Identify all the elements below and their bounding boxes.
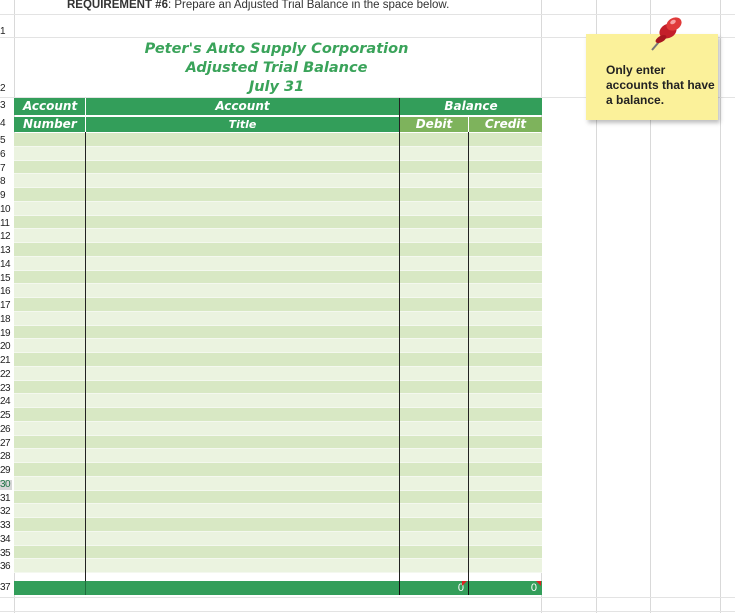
- gridline-row: [0, 611, 735, 612]
- header-account-number-top: [14, 98, 85, 115]
- table-row[interactable]: [14, 546, 542, 560]
- total-divider: [85, 581, 86, 595]
- table-row[interactable]: [14, 133, 542, 147]
- table-row[interactable]: [14, 408, 542, 422]
- table-row[interactable]: [14, 339, 542, 353]
- table-row[interactable]: [14, 422, 542, 436]
- table-row[interactable]: [14, 312, 542, 326]
- table-row[interactable]: [14, 229, 542, 243]
- row-number[interactable]: 24: [0, 396, 11, 408]
- table-row[interactable]: [14, 518, 542, 532]
- table-row[interactable]: [14, 532, 542, 546]
- header-label: Account: [23, 99, 78, 113]
- row-number[interactable]: 21: [0, 355, 11, 366]
- gridline-row: [0, 597, 735, 598]
- table-row[interactable]: [14, 216, 542, 230]
- header-balance: [400, 98, 542, 115]
- table-row[interactable]: [14, 449, 542, 463]
- row-number[interactable]: 15: [0, 272, 11, 284]
- table-row[interactable]: [14, 257, 542, 271]
- row-number[interactable]: 34: [0, 533, 11, 545]
- gridline-row: [0, 14, 735, 15]
- table-row[interactable]: [14, 436, 542, 450]
- row-number[interactable]: 30: [0, 478, 11, 490]
- table-row[interactable]: [14, 394, 542, 408]
- table-row[interactable]: [14, 202, 542, 216]
- row-number[interactable]: 23: [0, 382, 11, 394]
- company-name: Peter's Auto Supply Corporation: [144, 41, 409, 57]
- table-row[interactable]: [14, 559, 542, 573]
- requirement-instructions: : Prepare an Adjusted Trial Balance in the space below.: [167, 0, 450, 11]
- table-row[interactable]: [14, 271, 542, 285]
- row-number[interactable]: 19: [0, 327, 11, 339]
- row-number[interactable]: 18: [0, 313, 11, 325]
- table-row[interactable]: [14, 161, 542, 175]
- header-account-title-bottom: [86, 117, 399, 132]
- header-label: Balance: [444, 99, 498, 113]
- requirement-label: REQUIREMENT #6: [67, 0, 168, 11]
- row-number[interactable]: 9: [0, 190, 6, 201]
- table-row[interactable]: [14, 477, 542, 491]
- row-number[interactable]: 14: [0, 258, 11, 270]
- table-row[interactable]: [14, 491, 542, 505]
- row-number[interactable]: 33: [0, 520, 11, 531]
- row-number[interactable]: 32: [0, 506, 11, 518]
- row-number[interactable]: 25: [0, 410, 11, 421]
- column-border: [85, 132, 86, 582]
- row-number[interactable]: 7: [0, 162, 6, 174]
- row-number[interactable]: 3: [0, 100, 6, 111]
- row-number[interactable]: 5: [0, 135, 6, 146]
- header-credit: [469, 117, 542, 132]
- header-account-title-top: [86, 98, 399, 115]
- row-number[interactable]: 31: [0, 492, 11, 504]
- row-number[interactable]: 20: [0, 341, 11, 353]
- total-debit-cell[interactable]: 0: [400, 582, 464, 594]
- table-row[interactable]: [14, 463, 542, 477]
- row-number[interactable]: 12: [0, 231, 11, 243]
- table-row[interactable]: [14, 188, 542, 202]
- table-row[interactable]: [14, 367, 542, 381]
- gridline-col: [720, 0, 721, 613]
- table-row[interactable]: [14, 174, 542, 188]
- table-row[interactable]: [14, 326, 542, 340]
- row-number[interactable]: 35: [0, 547, 11, 559]
- sticky-note-text: Only enter accounts that have a balance.: [606, 63, 715, 107]
- table-row[interactable]: [14, 284, 542, 298]
- report-title: Adjusted Trial Balance: [185, 60, 368, 76]
- header-label: Number: [23, 117, 77, 131]
- row-number[interactable]: 17: [0, 300, 11, 311]
- comment-indicator: [536, 581, 541, 586]
- pushpin-icon: [640, 14, 686, 54]
- header-debit: [400, 117, 468, 132]
- header-label: Title: [228, 118, 257, 131]
- row-number[interactable]: 27: [0, 437, 11, 449]
- row-number[interactable]: 8: [0, 176, 6, 188]
- row-number[interactable]: 29: [0, 465, 11, 476]
- report-date: July 31: [248, 79, 305, 95]
- comment-indicator: [462, 581, 467, 586]
- row-number[interactable]: 4: [0, 118, 6, 129]
- row-number[interactable]: 36: [0, 561, 11, 573]
- table-row[interactable]: [14, 353, 542, 367]
- row-number[interactable]: 22: [0, 368, 11, 380]
- row-number[interactable]: 2: [0, 83, 6, 94]
- header-label: Account: [215, 99, 270, 113]
- requirement-text: [67, 0, 449, 11]
- header-account-number-bottom: [14, 117, 85, 132]
- row-number[interactable]: 6: [0, 148, 6, 160]
- table-row[interactable]: [14, 504, 542, 518]
- column-border: [468, 132, 469, 582]
- table-row[interactable]: [14, 381, 542, 395]
- total-credit-cell[interactable]: 0: [469, 582, 537, 594]
- table-row[interactable]: [14, 147, 542, 161]
- table-row[interactable]: [14, 243, 542, 257]
- column-border: [399, 98, 400, 582]
- row-number[interactable]: 37: [0, 582, 11, 593]
- header-label: Debit: [415, 117, 453, 131]
- row-number[interactable]: 1: [0, 26, 6, 37]
- row-number[interactable]: 11: [0, 217, 10, 229]
- row-number[interactable]: 16: [0, 286, 11, 298]
- row-number[interactable]: 26: [0, 423, 11, 435]
- row-number[interactable]: 13: [0, 245, 11, 256]
- row-number[interactable]: 10: [0, 203, 11, 215]
- header-label: Credit: [484, 117, 527, 131]
- table-row[interactable]: [14, 298, 542, 312]
- row-number[interactable]: 28: [0, 451, 11, 463]
